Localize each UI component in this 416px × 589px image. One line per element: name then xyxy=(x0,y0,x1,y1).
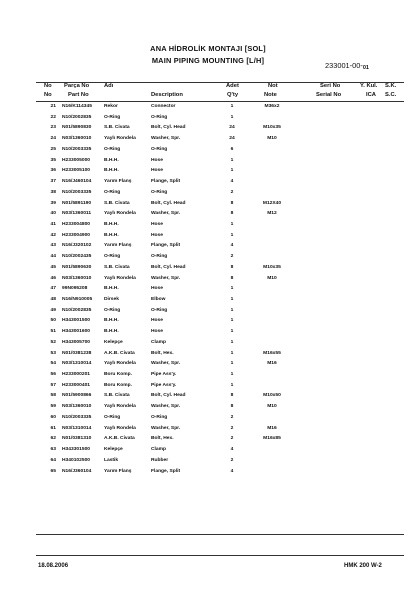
table-row xyxy=(0,158,416,168)
table-row xyxy=(0,254,416,264)
row-quantity: 1 xyxy=(230,361,234,367)
row-item-number: 25 xyxy=(50,146,56,152)
table-row xyxy=(0,308,416,318)
row-part-number: H233000201 xyxy=(62,372,91,377)
row-description: Bolt, Hex. xyxy=(151,436,174,442)
page-title-turkish: ANA HİDROLİK MONTAJI [SOL] xyxy=(150,44,266,53)
column-header-no-en: No xyxy=(44,92,52,98)
row-description: Washer, Spr. xyxy=(151,404,181,410)
row-item-number: 52 xyxy=(50,339,56,345)
row-name-turkish: O-Ring xyxy=(104,307,121,313)
row-description: Clamp xyxy=(151,339,166,345)
row-description: Connector xyxy=(151,104,176,109)
row-description: Hose xyxy=(151,232,163,238)
row-part-number: H343001500 xyxy=(62,318,91,324)
row-name-turkish: Yarım Flanş xyxy=(104,179,132,184)
column-header-serial-tr: Seri No xyxy=(320,83,341,89)
row-quantity: 1 xyxy=(230,232,234,238)
row-name-turkish: Lastik xyxy=(104,457,119,463)
row-quantity: 1 xyxy=(230,372,234,377)
table-row xyxy=(0,168,416,178)
row-part-number: N16/J320102 xyxy=(62,243,92,249)
footer-date: 18.08.2006 xyxy=(38,563,69,569)
row-item-number: 47 xyxy=(50,286,56,292)
row-part-number: H233005100 xyxy=(62,168,91,174)
table-row xyxy=(0,318,416,328)
row-name-turkish: B.H.H. xyxy=(104,168,119,174)
row-description: Washer, Spr. xyxy=(151,211,181,217)
row-note: M16 xyxy=(267,425,277,431)
row-description: Flange, Split xyxy=(151,179,181,184)
table-row xyxy=(0,469,416,479)
row-description: O-Ring xyxy=(151,189,168,195)
table-row xyxy=(0,393,416,403)
row-part-number: H233004900 xyxy=(62,232,91,238)
row-quantity: 4 xyxy=(230,447,234,452)
row-part-number: H233000401 xyxy=(62,382,91,388)
row-part-number: N03/1360011 xyxy=(62,211,92,217)
row-description: Washer, Spr. xyxy=(151,425,181,431)
row-description: O-Ring xyxy=(151,307,168,313)
row-quantity: 8 xyxy=(230,200,234,206)
row-name-turkish: Yarım Flanş xyxy=(104,468,132,474)
column-header-note-en: Note xyxy=(264,92,277,98)
row-description: Washer, Spr. xyxy=(151,136,181,142)
row-description: Hose xyxy=(151,286,163,292)
row-part-number: N10/2002835 xyxy=(62,114,92,120)
row-part-number: H343001600 xyxy=(62,329,91,335)
row-part-number: N01/5891190 xyxy=(62,200,92,206)
column-header-yk-en: ICA xyxy=(366,92,376,98)
table-row xyxy=(0,297,416,307)
row-item-number: 57 xyxy=(50,382,56,388)
row-quantity: 24 xyxy=(229,125,235,131)
row-part-number: N03/1360010 xyxy=(62,136,92,142)
document-revision: 01 xyxy=(362,65,369,71)
table-row xyxy=(0,361,416,371)
row-description: Flange, Split xyxy=(151,243,181,249)
row-quantity: 2 xyxy=(230,254,234,260)
row-name-turkish: O-Ring xyxy=(104,414,121,420)
row-name-turkish: Yaylı Rondela xyxy=(104,404,136,410)
column-header-sk-en: S.C. xyxy=(385,92,397,98)
row-part-number: N10/2003335 xyxy=(62,414,92,420)
row-part-number: N10/2003335 xyxy=(62,189,92,195)
row-description: Bolt, Cyl. Head xyxy=(151,264,186,270)
row-name-turkish: B.H.H. xyxy=(104,221,119,227)
header-bottom-rule xyxy=(36,101,404,102)
row-item-number: 60 xyxy=(50,414,56,420)
row-item-number: 39 xyxy=(50,200,56,206)
row-name-turkish: A.K.B. Civata xyxy=(104,436,135,442)
row-part-number: 99N095208 xyxy=(62,286,88,292)
row-note: M16x55 xyxy=(263,350,281,356)
row-quantity: 1 xyxy=(230,382,234,388)
row-part-number: N03/1360010 xyxy=(62,404,92,410)
row-quantity: 1 xyxy=(230,114,234,120)
row-item-number: 38 xyxy=(50,189,56,195)
table-row xyxy=(0,383,416,393)
row-part-number: N01/5900866 xyxy=(62,393,92,399)
row-part-number: H233004800 xyxy=(62,221,91,227)
row-description: Hose xyxy=(151,157,163,163)
column-header-serial-en: Serial No xyxy=(316,92,342,98)
row-description: Washer, Spr. xyxy=(151,361,181,367)
row-part-number: H343301500 xyxy=(62,447,91,452)
row-item-number: 63 xyxy=(50,447,56,452)
table-row xyxy=(0,286,416,296)
column-header-name-tr: Adı xyxy=(104,83,114,89)
row-note: M10x35 xyxy=(263,125,281,131)
row-item-number: 36 xyxy=(50,168,56,174)
row-item-number: 46 xyxy=(50,275,56,281)
row-quantity: 1 xyxy=(230,307,234,313)
row-quantity: 8 xyxy=(230,393,234,399)
row-name-turkish: Yaylı Rondela xyxy=(104,425,136,431)
document-number xyxy=(325,61,369,70)
row-name-turkish: S.B. Civata xyxy=(104,125,130,131)
row-part-number: N16/N910005 xyxy=(62,297,93,302)
page-title-english: MAIN PIPING MOUNTING [L/H] xyxy=(151,56,265,65)
table-row xyxy=(0,426,416,436)
row-item-number: 37 xyxy=(50,179,56,184)
row-name-turkish: B.H.H. xyxy=(104,318,119,324)
row-note: M16x85 xyxy=(263,436,281,442)
column-header-note-tr: Not xyxy=(268,83,278,89)
row-item-number: 53 xyxy=(50,350,56,356)
row-part-number: N16/J360104 xyxy=(62,468,92,474)
row-quantity: 8 xyxy=(230,211,234,217)
table-row xyxy=(0,276,416,286)
row-name-turkish: Kelepçe xyxy=(104,339,123,345)
row-item-number: 35 xyxy=(50,157,56,163)
row-name-turkish: Yaylı Rondela xyxy=(104,275,136,281)
row-name-turkish: Kelepçe xyxy=(104,447,123,452)
row-part-number: H343005700 xyxy=(62,339,91,345)
row-item-number: 45 xyxy=(50,264,56,270)
table-row xyxy=(0,115,416,125)
row-quantity: 1 xyxy=(230,297,234,302)
row-description: Bolt, Cyl. Head xyxy=(151,125,186,131)
row-quantity: 4 xyxy=(230,243,234,249)
document-number-main: 233001-00- xyxy=(325,61,363,70)
row-part-number: N01/0381310 xyxy=(62,436,92,442)
row-item-number: 22 xyxy=(50,114,56,120)
row-note: M10x50 xyxy=(263,393,281,399)
row-item-number: 23 xyxy=(50,125,56,131)
row-item-number: 21 xyxy=(50,104,56,109)
row-description: Hose xyxy=(151,168,163,174)
table-row xyxy=(0,351,416,361)
row-note: M16 xyxy=(267,361,277,367)
table-row xyxy=(0,136,416,146)
table-row xyxy=(0,211,416,221)
row-item-number: 49 xyxy=(50,307,56,313)
row-description: O-Ring xyxy=(151,254,168,260)
row-quantity: 8 xyxy=(230,275,234,281)
row-name-turkish: B.H.H. xyxy=(104,232,119,238)
column-header-sk-tr: S.K. xyxy=(385,83,397,89)
row-name-turkish: B.H.H. xyxy=(104,286,119,292)
row-name-turkish: Yaylı Rondela xyxy=(104,136,136,142)
row-part-number: N16/J460104 xyxy=(62,179,92,184)
row-item-number: 65 xyxy=(50,468,56,474)
row-item-number: 51 xyxy=(50,329,56,335)
row-item-number: 41 xyxy=(50,221,56,227)
row-item-number: 42 xyxy=(50,232,56,238)
row-description: Hose xyxy=(151,329,163,335)
row-quantity: 8 xyxy=(230,264,234,270)
row-description: O-Ring xyxy=(151,146,168,152)
row-item-number: 58 xyxy=(50,393,56,399)
row-quantity: 8 xyxy=(230,404,234,410)
column-header-part-en: Part No xyxy=(68,92,89,98)
row-item-number: 54 xyxy=(50,361,56,367)
table-row xyxy=(0,179,416,189)
row-note: M12X40 xyxy=(262,200,282,206)
row-part-number: N03/1360010 xyxy=(62,275,92,281)
column-header-no-tr: No xyxy=(44,83,52,89)
row-quantity: 2 xyxy=(230,436,234,442)
table-row xyxy=(0,147,416,157)
row-note: M10 xyxy=(267,275,277,281)
row-quantity: 4 xyxy=(230,179,234,184)
row-part-number: N01/5890830 xyxy=(62,125,92,131)
column-header-qty-en: Q'ty xyxy=(227,92,239,98)
column-header-qty-tr: Adet xyxy=(226,83,239,89)
row-description: Pipe Ass'y. xyxy=(151,382,177,388)
table-row xyxy=(0,415,416,425)
row-quantity: 6 xyxy=(230,146,234,152)
table-row xyxy=(0,265,416,275)
footer-rule-lower xyxy=(36,555,404,556)
row-description: O-Ring xyxy=(151,414,168,420)
row-part-number: H233005000 xyxy=(62,157,91,163)
table-row xyxy=(0,222,416,232)
row-name-turkish: B.H.H. xyxy=(104,329,119,335)
row-item-number: 50 xyxy=(50,318,56,324)
row-description: Bolt, Cyl. Head xyxy=(151,200,186,206)
row-item-number: 48 xyxy=(50,297,56,302)
row-quantity: 1 xyxy=(230,157,234,163)
row-name-turkish: S.B. Civata xyxy=(104,264,130,270)
row-name-turkish: S.B. Civata xyxy=(104,200,130,206)
column-header-yk-tr: Y. Kul. xyxy=(360,83,378,89)
row-name-turkish: O-Ring xyxy=(104,254,121,260)
row-part-number: N10/2002835 xyxy=(62,307,92,313)
row-note: M10 xyxy=(267,136,277,142)
row-item-number: 61 xyxy=(50,425,56,431)
row-name-turkish: A.K.B. Civata xyxy=(104,350,135,356)
row-part-number: N03/1310014 xyxy=(62,425,92,431)
table-row xyxy=(0,372,416,382)
header-top-rule xyxy=(36,82,404,83)
table-row xyxy=(0,125,416,135)
row-quantity: 4 xyxy=(230,468,234,474)
row-quantity: 1 xyxy=(230,318,234,324)
row-name-turkish: O-Ring xyxy=(104,189,121,195)
row-item-number: 44 xyxy=(50,254,56,260)
row-part-number: N10/2002435 xyxy=(62,254,92,260)
row-quantity: 2 xyxy=(230,425,234,431)
row-item-number: 64 xyxy=(50,457,56,463)
footer-model: HMK 200 W-2 xyxy=(344,563,382,569)
row-note: M12 xyxy=(267,211,277,217)
row-part-number: N01/0381238 xyxy=(62,350,92,356)
row-note: M36x2 xyxy=(264,104,280,109)
row-part-number: N03/1310014 xyxy=(62,361,92,367)
table-row xyxy=(0,233,416,243)
table-row xyxy=(0,201,416,211)
row-name-turkish: Yaylı Rondela xyxy=(104,361,136,367)
table-row xyxy=(0,436,416,446)
row-item-number: 24 xyxy=(50,136,56,142)
table-row xyxy=(0,329,416,339)
table-row xyxy=(0,104,416,114)
row-part-number: N01/5890630 xyxy=(62,264,92,270)
row-name-turkish: S.B. Civata xyxy=(104,393,130,399)
row-description: Bolt, Cyl. Head xyxy=(151,393,186,399)
row-quantity: 24 xyxy=(229,136,235,142)
row-note: M10x35 xyxy=(263,264,281,270)
row-quantity: 1 xyxy=(230,350,234,356)
row-description: Flange, Split xyxy=(151,468,181,474)
table-row xyxy=(0,458,416,468)
row-description: Elbow xyxy=(151,297,166,302)
row-name-turkish: Boru Komp. xyxy=(104,372,132,377)
row-description: Pipe Ass'y. xyxy=(151,372,177,377)
row-description: Rubber xyxy=(151,457,169,463)
row-item-number: 40 xyxy=(50,211,56,217)
row-quantity: 1 xyxy=(230,329,234,335)
table-row xyxy=(0,190,416,200)
row-name-turkish: Boru Komp. xyxy=(104,382,132,388)
row-quantity: 2 xyxy=(230,189,234,195)
row-name-turkish: O-Ring xyxy=(104,146,121,152)
row-quantity: 1 xyxy=(230,168,234,174)
row-description: Clamp xyxy=(151,447,166,452)
footer-rule-upper xyxy=(36,534,404,535)
row-name-turkish: Yarım Flanş xyxy=(104,243,132,249)
row-item-number: 62 xyxy=(50,436,56,442)
row-description: Washer, Spr. xyxy=(151,275,181,281)
row-part-number: N16/K114345 xyxy=(62,104,92,109)
row-item-number: 59 xyxy=(50,404,56,410)
table-row xyxy=(0,243,416,253)
table-row xyxy=(0,340,416,350)
row-quantity: 2 xyxy=(230,457,234,463)
row-quantity: 1 xyxy=(230,286,234,292)
row-description: O-Ring xyxy=(151,114,168,120)
row-part-number: N10/2003335 xyxy=(62,146,92,152)
row-part-number: H340102500 xyxy=(62,457,91,463)
row-name-turkish: Rekor xyxy=(104,104,118,109)
row-name-turkish: B.H.H. xyxy=(104,157,119,163)
row-description: Bolt, Hex. xyxy=(151,350,174,356)
table-row xyxy=(0,447,416,457)
row-quantity: 2 xyxy=(230,414,234,420)
row-description: Hose xyxy=(151,318,163,324)
table-row xyxy=(0,404,416,414)
row-name-turkish: O-Ring xyxy=(104,114,121,120)
row-quantity: 1 xyxy=(230,221,234,227)
column-header-part-tr: Parça No xyxy=(64,83,90,89)
row-item-number: 43 xyxy=(50,243,56,249)
row-quantity: 1 xyxy=(230,104,234,109)
row-name-turkish: Yaylı Rondela xyxy=(104,211,136,217)
column-header-description: Description xyxy=(151,92,183,98)
row-description: Hose xyxy=(151,221,163,227)
row-item-number: 56 xyxy=(50,372,56,377)
row-quantity: 1 xyxy=(230,339,234,345)
row-note: M10 xyxy=(267,404,277,410)
row-name-turkish: Dirsek xyxy=(104,297,119,302)
